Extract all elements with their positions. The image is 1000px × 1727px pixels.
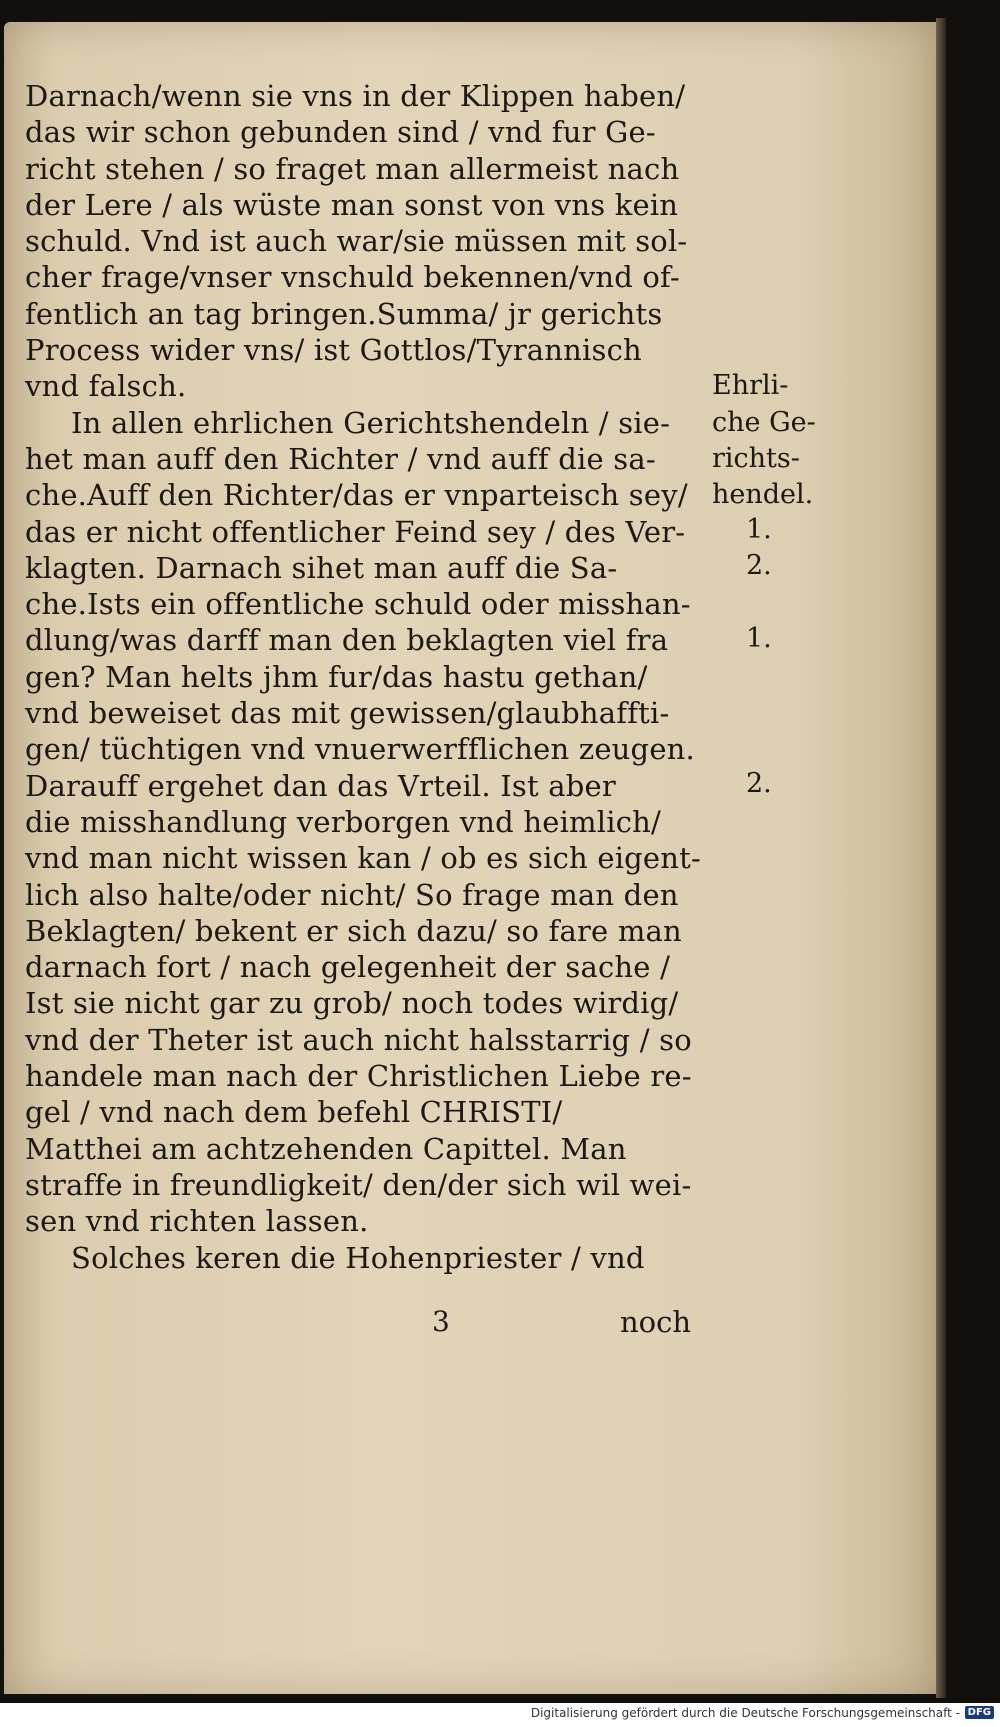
signature-mark: 3: [432, 1305, 450, 1338]
page-edge-shadow: [936, 18, 946, 1698]
text-line: Solches keren die Hohenpriester / vnd: [71, 1240, 645, 1275]
catchword: noch: [620, 1305, 692, 1339]
text-line: Process wider vns/ ist Gottlos/Tyrannisch: [25, 333, 642, 368]
margin-note: 1.: [746, 513, 772, 545]
text-line: gen/ tüchtigen vnd vnuerwerfflichen zeugen.: [25, 732, 695, 767]
text-line: vnd falsch.: [25, 369, 187, 404]
margin-note: che Ge-: [712, 406, 816, 438]
text-line: Darauff ergehet dan das Vrteil. Ist aber: [25, 768, 616, 803]
margin-note: Ehrli-: [712, 370, 789, 402]
text-line: Beklagten/ bekent er sich dazu/ so fare man: [25, 913, 682, 948]
text-line: Ist sie nicht gar zu grob/ noch todes wirdig/: [25, 986, 679, 1021]
text-line: vnd beweiset das mit gewissen/glaubhaffti-: [25, 696, 670, 731]
dfg-logo-icon: DFG: [965, 1706, 994, 1719]
text-line: cher frage/vnser vnschuld bekennen/vnd of-: [25, 260, 680, 295]
margin-note: 1.: [746, 622, 772, 654]
margin-note: richts-: [712, 443, 800, 474]
text-line: das wir schon gebunden sind / vnd fur Ge-: [25, 115, 656, 150]
text-line: che.Ists ein offentliche schuld oder misshan-: [25, 587, 691, 622]
text-line: klagten. Darnach sihet man auff die Sa-: [25, 550, 618, 585]
text-line: der Lere / als wüste man sonst von vns kein: [25, 187, 679, 222]
text-line: richt stehen / so fraget man allermeist nach: [25, 151, 680, 186]
text-line: schuld. Vnd ist auch war/sie müssen mit sol-: [25, 224, 688, 259]
text-line: die misshandlung verborgen vnd heimlich/: [25, 804, 661, 839]
footer-credit: Digitalisierung gefördert durch die Deutsche Forschungsgemeinschaft -: [530, 1706, 960, 1720]
text-line: sen vnd richten lassen.: [25, 1204, 369, 1239]
text-line: darnach fort / nach gelegenheit der sache /: [25, 950, 671, 985]
margin-note: 2.: [746, 767, 772, 799]
text-line: In allen ehrlichen Gerichtshendeln / sie-: [71, 405, 671, 440]
text-line: handele man nach der Christlichen Liebe re-: [25, 1059, 692, 1094]
text-line: che.Auff den Richter/das er vnparteisch sey/: [25, 478, 688, 513]
text-line: fentlich an tag bringen.Summa/ jr gerichts: [25, 296, 663, 331]
text-line: vnd man nicht wissen kan / ob es sich eigent-: [25, 841, 702, 876]
text-line: gel / vnd nach dem befehl CHRISTI/: [25, 1095, 563, 1130]
margin-note: hendel.: [712, 479, 814, 511]
text-line: het man auff den Richter / vnd auff die sa-: [25, 441, 656, 476]
main-text-block: [25, 78, 725, 1276]
margin-note: 2.: [746, 549, 772, 581]
text-line: gen? Man helts jhm fur/das hastu gethan/: [25, 659, 648, 694]
text-line: vnd der Theter ist auch nicht halsstarrig / so: [25, 1022, 692, 1057]
text-line: Matthei am achtzehenden Capittel. Man: [25, 1131, 627, 1166]
text-line: Darnach/wenn sie vns in der Klippen haben/: [25, 79, 686, 113]
text-line: das er nicht offentlicher Feind sey / des Ver-: [25, 514, 686, 549]
text-line: straffe in freundligkeit/ den/der sich wil wei-: [25, 1167, 692, 1202]
text-line: lich also halte/oder nicht/ So frage man den: [25, 877, 679, 912]
text-line: dlung/was darff man den beklagten viel fra: [25, 623, 669, 658]
